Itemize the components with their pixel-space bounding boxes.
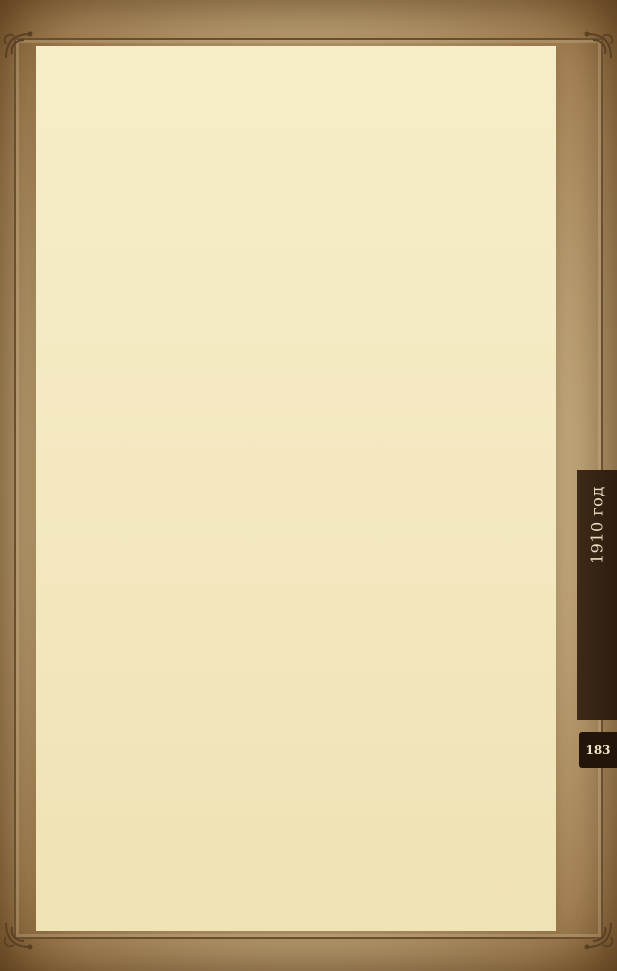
corner-ornament-icon [577, 917, 617, 957]
corner-ornament-icon [577, 24, 617, 64]
year-label: 1910 год [587, 486, 607, 564]
corner-ornament-icon [0, 917, 40, 957]
page-number-badge: 183 [579, 732, 617, 768]
corner-ornament-icon [0, 24, 40, 64]
typewritten-sheet [36, 46, 556, 931]
